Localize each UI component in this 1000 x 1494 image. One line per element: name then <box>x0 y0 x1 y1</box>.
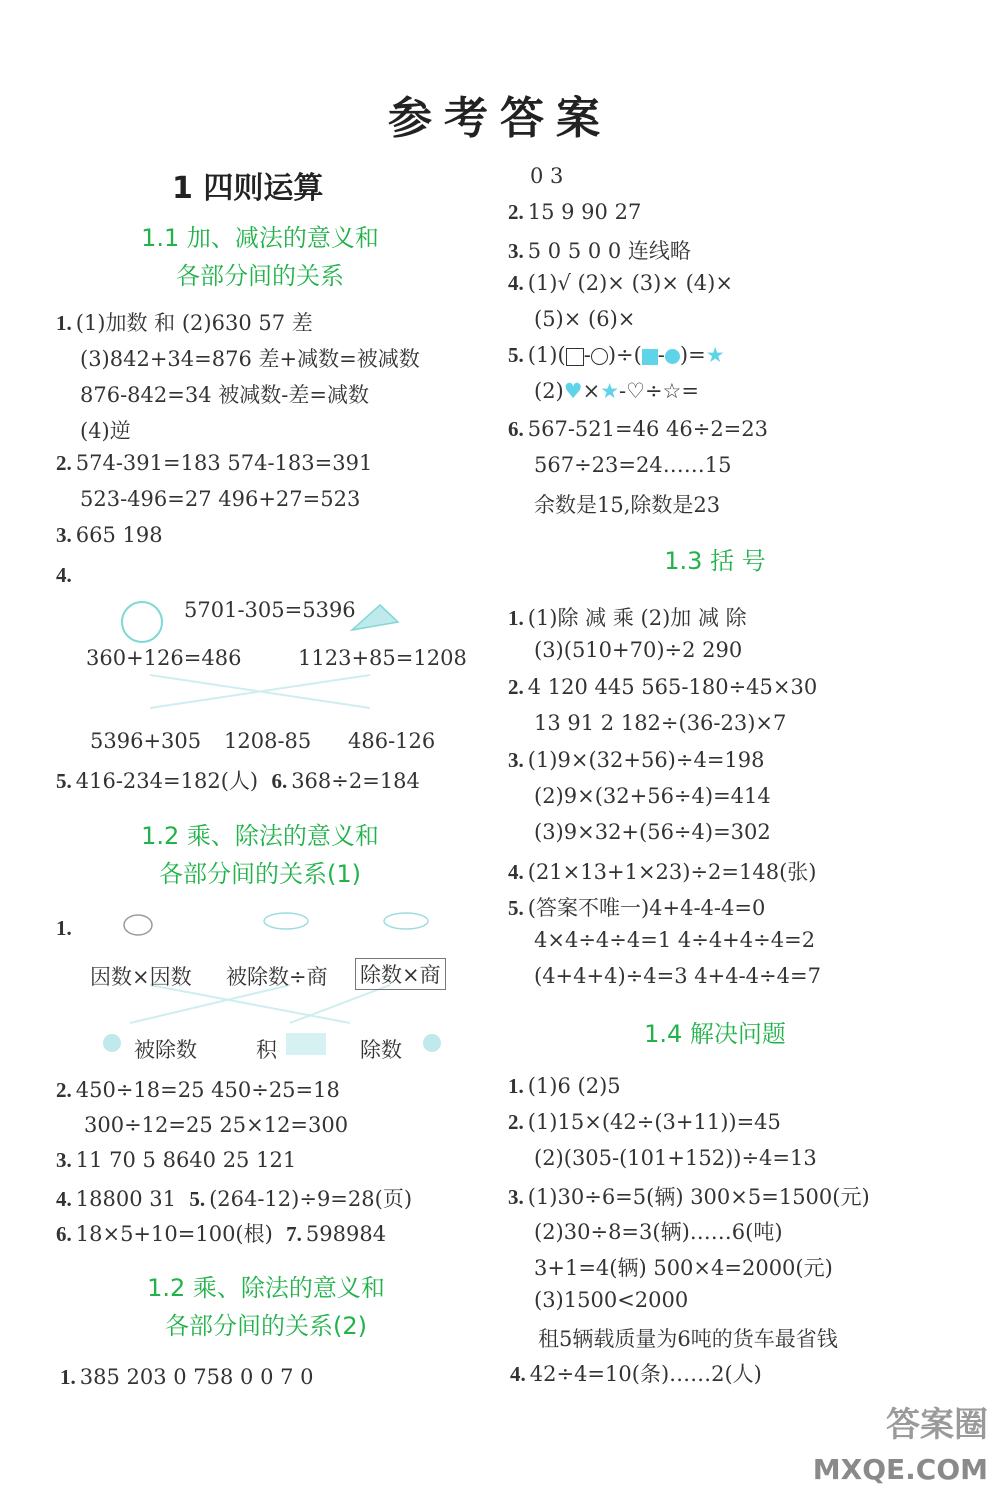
q1-line2: (3)842+34=876 差+减数=被减数 <box>80 347 420 371</box>
q1-line1: 1. (1)加数 和 (2)630 57 差 <box>56 311 313 335</box>
q4-connector-diagram <box>80 560 460 730</box>
q12-1-product: 积 <box>256 1038 277 1062</box>
s13-1-line2: (3)(510+70)÷2 290 <box>534 638 743 662</box>
q4-left-equation: 360+126=486 <box>86 646 242 670</box>
q12-1-divisor: 除数 <box>360 1038 402 1062</box>
r4-line2: (5)× (6)× <box>534 307 636 331</box>
r5-line2: (2)♥×★-♡÷☆= <box>534 379 699 403</box>
r1-continuation: 0 3 <box>530 164 564 188</box>
s14-3-line2: (2)30÷8=3(辆)……6(吨) <box>534 1220 783 1244</box>
section-1-2b-line1: 1.2 乘、除法的意义和 <box>147 1274 385 1302</box>
s13-5-line2: 4×4÷4÷4=1 4÷4+4÷4=2 <box>534 928 816 952</box>
q4-bottom-3: 486-126 <box>348 729 436 753</box>
s13-2-line1: 2. 4 120 445 565-180÷45×30 <box>508 675 818 699</box>
s13-3-line3: (3)9×32+(56÷4)=302 <box>534 820 771 844</box>
r3-line: 3. 5 0 5 0 0 连线略 <box>508 239 691 263</box>
q5-q6-line: 5. 416-234=182(人) 6. 368÷2=184 <box>56 769 420 793</box>
q12-1-divisor-quotient: 除数×商 <box>355 958 446 990</box>
section-1-2a-line1: 1.2 乘、除法的意义和 <box>141 822 379 850</box>
r4-line1: 4. (1)√ (2)× (3)× (4)× <box>508 271 733 295</box>
s13-3-line1: 3. (1)9×(32+56)÷4=198 <box>508 748 765 772</box>
q2-line1: 2. 574-391=183 574-183=391 <box>56 451 373 475</box>
q12-3-line: 3. 11 70 5 8640 25 121 <box>56 1148 297 1172</box>
s14-3-line4: (3)1500<2000 <box>534 1288 689 1312</box>
star-icon: ★ <box>705 343 725 367</box>
q1-line3: 876-842=34 被减数-差=减数 <box>80 383 369 407</box>
r6-line3: 余数是15,除数是23 <box>534 493 721 517</box>
s13-3-line2: (2)9×(32+56÷4)=414 <box>534 784 771 808</box>
q12-1-factor: 因数×因数 <box>90 965 192 989</box>
s13-5-line3: (4+4+4)÷4=3 4+4-4÷4=7 <box>534 964 821 988</box>
q12-6-7-line: 6. 18×5+10=100(根) 7. 598984 <box>56 1222 387 1246</box>
heart-icon: ♥ <box>563 379 583 403</box>
s14-3-line3: 3+1=4(辆) 500×4=2000(元) <box>534 1256 833 1280</box>
section-1-2b-line2: 各部分间的关系(2) <box>165 1312 367 1340</box>
filled-circle-icon <box>665 349 680 364</box>
q12-2-line1: 2. 450÷18=25 450÷25=18 <box>56 1078 340 1102</box>
q12-1-dividend-quotient: 被除数÷商 <box>226 965 328 989</box>
circle-icon <box>591 348 608 365</box>
q12-1-dividend: 被除数 <box>134 1038 197 1062</box>
r6-line1: 6. 567-521=46 46÷2=23 <box>508 417 768 441</box>
q4-bottom-2: 1208-85 <box>224 729 312 753</box>
q1-line4: (4)逆 <box>80 419 131 443</box>
q12-4-5-line: 4. 18800 31 5. (264-12)÷9=28(页) <box>56 1187 413 1211</box>
r6-line2: 567÷23=24……15 <box>534 453 732 477</box>
s13-4-line: 4. (21×13+1×23)÷2=148(张) <box>508 860 817 884</box>
filled-square-icon <box>642 349 658 365</box>
q4-top-equation: 5701-305=5396 <box>184 598 356 622</box>
s13-5-line1: 5. (答案不唯一)4+4-4-4=0 <box>508 896 766 920</box>
section-1-4: 1.4 解决问题 <box>644 1020 786 1048</box>
section-1-3: 1.3 括 号 <box>664 547 766 575</box>
q4-right-equation: 1123+85=1208 <box>298 646 467 670</box>
s14-2-line1: 2. (1)15×(42÷(3+11))=45 <box>508 1110 781 1134</box>
q12-1-number: 1. <box>56 916 72 940</box>
star-icon: ★ <box>600 379 620 403</box>
chapter-title: 1 四则运算 <box>172 171 324 206</box>
s14-1-line: 1. (1)6 (2)5 <box>508 1074 621 1098</box>
s13-1-line1: 1. (1)除 减 乘 (2)加 减 除 <box>508 606 747 630</box>
r2-line: 2. 15 9 90 27 <box>508 200 642 224</box>
section-1-2a-line2: 各部分间的关系(1) <box>159 860 361 888</box>
s13-2-line2: 13 91 2 182÷(36-23)×7 <box>534 711 787 735</box>
section-1-1-line1: 1.1 加、减法的意义和 <box>141 224 379 252</box>
s14-3-line1: 3. (1)30÷6=5(辆) 300×5=1500(元) <box>508 1185 870 1209</box>
q4-bottom-1: 5396+305 <box>90 729 202 753</box>
watermark-logo: 答案圈 <box>886 1405 988 1445</box>
q2-line2: 523-496=27 496+27=523 <box>80 487 361 511</box>
q12-2-line2: 300÷12=25 25×12=300 <box>84 1113 349 1137</box>
square-icon <box>566 348 584 366</box>
s14-2-line2: (2)(305-(101+152))÷4=13 <box>534 1146 817 1170</box>
s14-3-line5: 租5辆载质量为6吨的货车最省钱 <box>538 1327 838 1351</box>
r5-line1: 5. (1)( - )÷( - )=★ <box>508 343 725 367</box>
page-title: 参考答案 <box>388 93 612 144</box>
section-1-1-line2: 各部分间的关系 <box>176 262 344 290</box>
q3-line: 3. 665 198 <box>56 523 163 547</box>
watermark-url: MXQE.COM <box>812 1453 988 1486</box>
q12b-1-line: 1. 385 203 0 758 0 0 7 0 <box>60 1365 314 1389</box>
q4-number: 4. <box>56 563 72 587</box>
s14-4-line: 4. 42÷4=10(条)……2(人) <box>510 1362 762 1386</box>
